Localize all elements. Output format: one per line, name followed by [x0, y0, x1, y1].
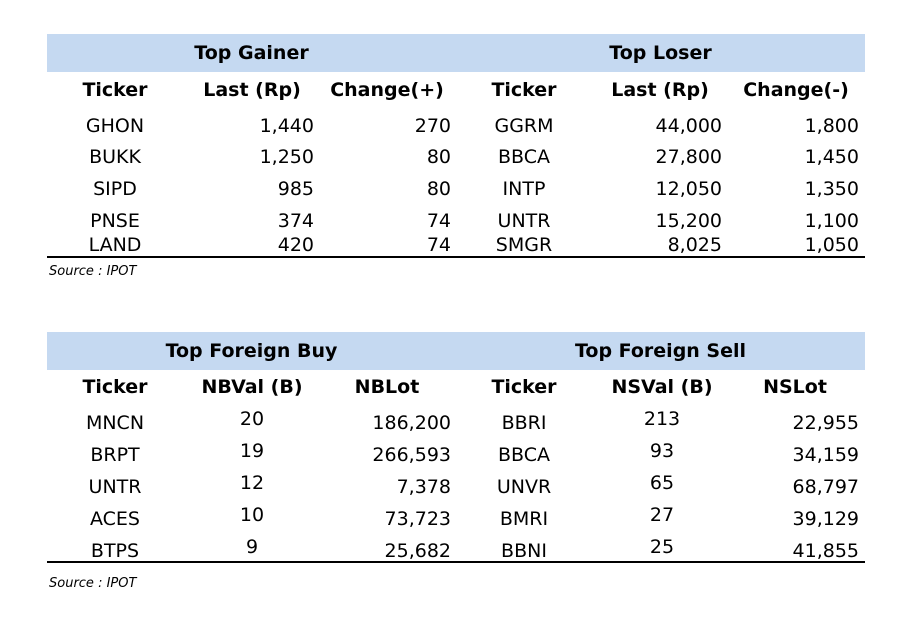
ticker-cell: BBNI [501, 540, 547, 562]
col-last-loser: Last (Rp) [611, 79, 709, 101]
ticker-cell: BUKK [89, 146, 141, 168]
top-loser-title: Top Loser [609, 42, 712, 64]
ticker-cell: MNCN [85, 412, 145, 434]
ticker-cell: GGRM [494, 115, 554, 137]
top-foreign-sell-title: Top Foreign Sell [574, 340, 747, 362]
col-change-minus: Change(-) [743, 79, 849, 101]
ticker-cell: BBCA [498, 444, 550, 466]
nbval-cell: 10 [239, 504, 265, 526]
last-cell: 1,440 [259, 115, 314, 137]
last-cell: 420 [277, 234, 314, 256]
nblot-cell: 25,682 [384, 540, 451, 562]
ticker-cell: UNVR [496, 476, 552, 498]
nblot-cell: 73,723 [384, 508, 451, 530]
col-ticker-sell: Ticker [491, 376, 557, 398]
source-note: Source : IPOT [49, 264, 137, 279]
change-cell: 1,350 [804, 178, 859, 200]
col-nslot: NSLot [763, 376, 827, 398]
nblot-cell: 186,200 [372, 412, 451, 434]
nslot-cell: 41,855 [792, 540, 859, 562]
ticker-cell: ACES [90, 508, 140, 530]
ticker-cell: UNTR [88, 476, 142, 498]
change-cell: 1,450 [804, 146, 859, 168]
change-cell: 74 [426, 234, 451, 256]
ticker-cell: GHON [85, 115, 145, 137]
ticker-cell: BRPT [90, 444, 140, 466]
change-cell: 1,050 [804, 234, 859, 256]
ticker-cell: PNSE [90, 210, 140, 232]
last-cell: 15,200 [655, 210, 722, 232]
last-cell: 8,025 [667, 234, 722, 256]
nsval-cell: 27 [649, 504, 675, 526]
top-foreign-buy-title: Top Foreign Buy [165, 340, 338, 362]
last-cell: 374 [277, 210, 314, 232]
col-nsval: NSVal (B) [611, 376, 713, 398]
change-cell: 270 [414, 115, 451, 137]
col-change-plus: Change(+) [330, 79, 444, 101]
ticker-cell: SMGR [495, 234, 553, 256]
ticker-cell: BMRI [499, 508, 549, 530]
foreign-flow-table [47, 332, 865, 564]
ticker-cell: INTP [502, 178, 546, 200]
nsval-cell: 93 [649, 440, 675, 462]
gainer-loser-header [47, 34, 865, 72]
nbval-cell: 12 [239, 472, 265, 494]
source-note: Source : IPOT [49, 576, 137, 591]
col-nblot: NBLot [354, 376, 420, 398]
change-cell: 1,800 [804, 115, 859, 137]
col-last-gainer: Last (Rp) [203, 79, 301, 101]
nsval-cell: 25 [649, 536, 675, 558]
gainer-loser-table [47, 34, 865, 260]
last-cell: 1,250 [259, 146, 314, 168]
foreign-flow-header [47, 332, 865, 370]
nbval-cell: 9 [245, 536, 259, 558]
nslot-cell: 68,797 [792, 476, 859, 498]
nslot-cell: 34,159 [792, 444, 859, 466]
nsval-cell: 213 [643, 408, 681, 430]
col-ticker-buy: Ticker [82, 376, 148, 398]
ticker-cell: BTPS [90, 540, 140, 562]
nslot-cell: 22,955 [792, 412, 859, 434]
col-ticker-loser: Ticker [491, 79, 557, 101]
col-nbval: NBVal (B) [201, 376, 303, 398]
ticker-cell: BBRI [501, 412, 547, 434]
ticker-cell: LAND [88, 234, 142, 256]
nsval-cell: 65 [649, 472, 675, 494]
table-bottom-rule [47, 561, 865, 563]
col-ticker-gainer: Ticker [82, 79, 148, 101]
nslot-cell: 39,129 [792, 508, 859, 530]
table-bottom-rule [47, 256, 865, 258]
ticker-cell: UNTR [497, 210, 551, 232]
change-cell: 1,100 [804, 210, 859, 232]
last-cell: 985 [277, 178, 314, 200]
nbval-cell: 20 [239, 408, 265, 430]
change-cell: 80 [426, 146, 451, 168]
nbval-cell: 19 [239, 440, 265, 462]
change-cell: 74 [426, 210, 451, 232]
ticker-cell: SIPD [93, 178, 137, 200]
ticker-cell: BBCA [498, 146, 550, 168]
nblot-cell: 7,378 [396, 476, 451, 498]
nblot-cell: 266,593 [372, 444, 451, 466]
last-cell: 12,050 [655, 178, 722, 200]
last-cell: 27,800 [655, 146, 722, 168]
change-cell: 80 [426, 178, 451, 200]
top-gainer-title: Top Gainer [194, 42, 309, 64]
last-cell: 44,000 [655, 115, 722, 137]
